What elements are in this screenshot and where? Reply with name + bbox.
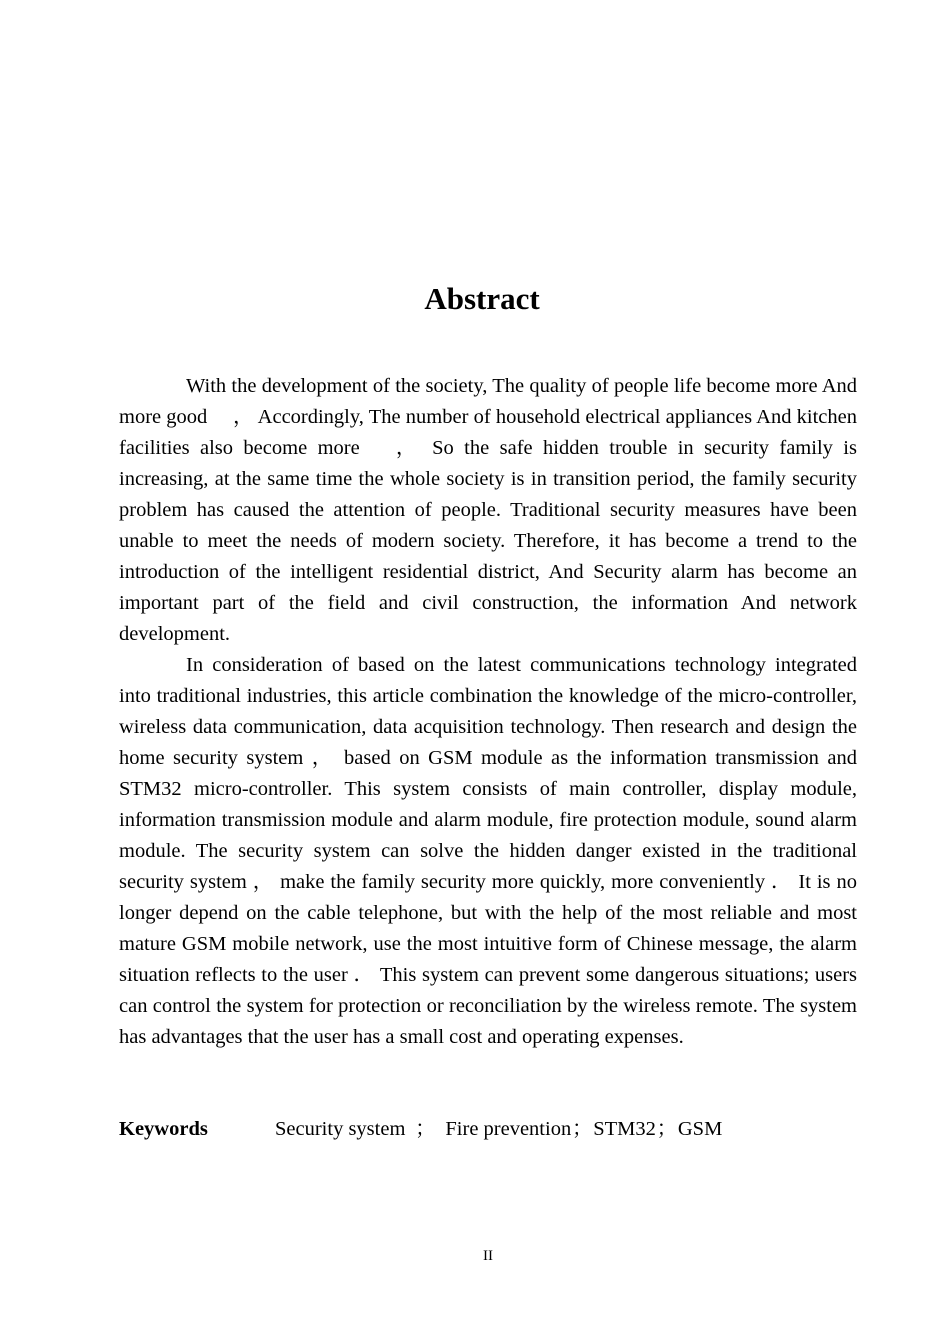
keyword-item: GSM — [677, 1118, 723, 1140]
keywords-label: Keywords — [119, 1118, 208, 1140]
keyword-item: Fire prevention — [445, 1118, 572, 1140]
abstract-paragraph-2: In consideration of based on the latest communications technology integrated into traditional industries, this article combination the knowledge of the micro-controller, wireless data communication, data acquisition technology. Then research and design the home security system ， based on GSM module as the information transmission and STM32 micro-controller. This system consists of main controller, display module, information transmission module and alarm module, fire protection module, sound alarm module. The security system can solve the hidden danger existed in the traditional security system ， make the family security more quickly, more conveniently ． It is no longer depend on the cable telephone, but with the help of the most reliable and most mature GSM mobile network, use the most intuitive form of Chinese message, the alarm situation reflects to the user ． This system can prevent some dangerous situations; users can control the system for protection or reconciliation by the wireless remote. The system has advantages that the user has a small cost and operating expenses. — [119, 654, 857, 1048]
keywords-line — [119, 1114, 857, 1145]
page-number: II — [483, 1248, 493, 1264]
abstract-body — [119, 371, 857, 1053]
keyword-separator: ； — [656, 1118, 678, 1140]
keyword-separator: ； — [571, 1118, 593, 1140]
keyword-item: STM32 — [593, 1118, 656, 1140]
keyword-separator: ； — [415, 1118, 436, 1140]
abstract-title: Abstract — [424, 281, 540, 316]
keyword-item: Security system — [275, 1118, 406, 1140]
abstract-paragraph-1: With the development of the society, The quality of people life become more And more good ， Accordingly, The number of household electrical appliances And kitchen facilities also become more ， So the safe hidden trouble in security family is increasing, at the same time the whole society is in transition period, the family security problem has caused the attention of people. Traditional security measures have been unable to meet the needs of modern society. Therefore, it has become a trend to the introduction of the intelligent residential district, And Security alarm has become an important part of the field and civil construction, the information And network development. — [119, 375, 857, 645]
